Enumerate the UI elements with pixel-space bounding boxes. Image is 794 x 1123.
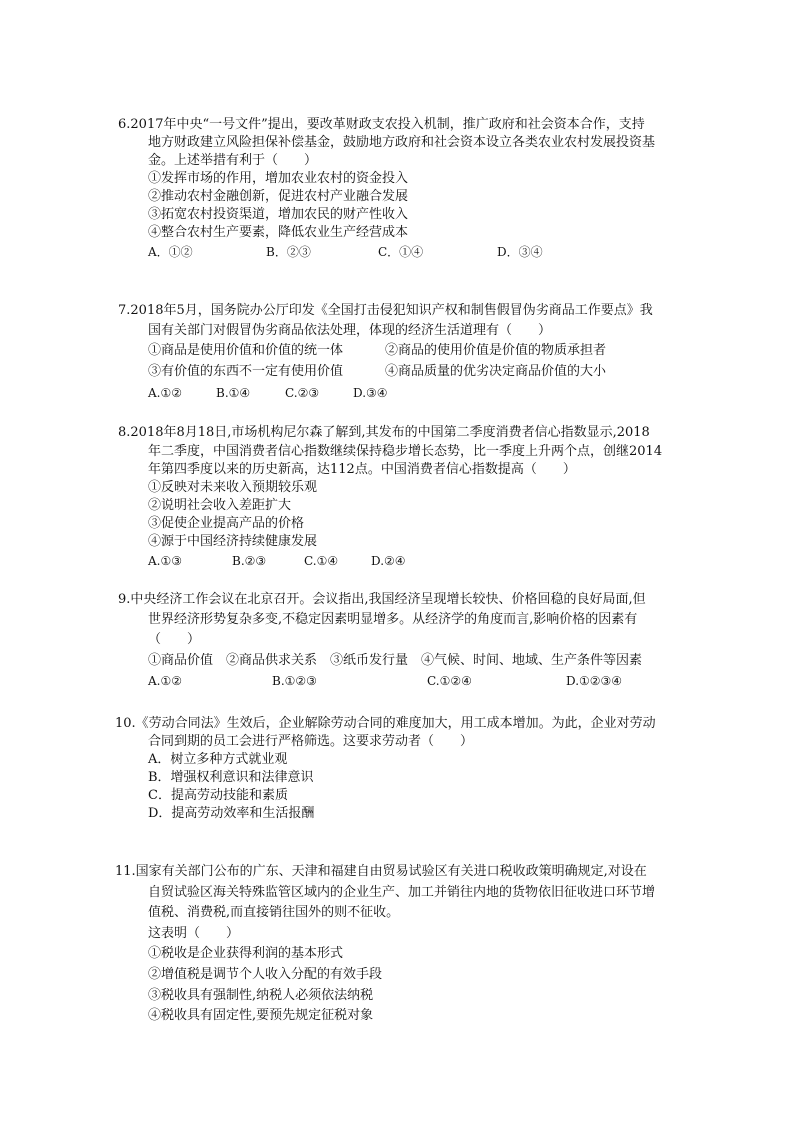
question-10-stem-line-2: 合同到期的员工会进行严格筛选。这要求劳动者（ ）: [148, 734, 474, 749]
question-9-choice-c: C.①②④: [427, 674, 472, 688]
question-8-item-3: ③促使企业提高产品的价格: [148, 516, 305, 531]
question-9-items: ①商品价值 ②商品供求关系 ③纸币发行量 ④气候、时间、地域、生产条件等因素: [148, 653, 643, 668]
question-6-choice-d: D．③④: [497, 245, 543, 259]
question-9-stem-line-3: （ ）: [148, 632, 201, 647]
question-6-choice-b: B．②③: [266, 245, 311, 259]
question-6-item-2: ②推动农村金融创新，促进农村产业融合发展: [148, 189, 409, 204]
question-8-stem-line-1: 8.2018年8月18日,市场机构尼尔森了解到,其发布的中国第二季度消费者信心指数显示,2018: [118, 425, 650, 440]
question-11-item-2: ②增值税是调节个人收入分配的有效手段: [148, 967, 383, 982]
question-7-item-4: ④商品质量的优劣决定商品价值的大小: [385, 364, 607, 379]
question-6-item-3: ③拓宽农村投资渠道，增加农民的财产性收入: [148, 207, 409, 222]
question-7-stem-line-1: 7.2018年5月，国务院办公厅印发《全国打击侵犯知识产权和制售假冒伪劣商品工作要点》我: [118, 303, 653, 318]
question-6-choice-c: C．①④: [378, 245, 424, 259]
question-10-option-d: D．提高劳动效率和生活报酬: [148, 806, 315, 821]
question-10-stem-line-1: 10.《劳动合同法》生效后，企业解除劳动合同的难度加大，用工成本增加。为此，企业对劳动: [115, 716, 656, 731]
question-7-choice-c: C.②③: [285, 386, 320, 400]
question-7-choice-d: D.③④: [353, 386, 388, 400]
question-8-choice-d: D.②④: [371, 554, 406, 568]
question-8-stem-line-2: 年二季度，中国消费者信心指数继续保持稳步增长态势，比一季度上升两个点，创继2014: [148, 444, 663, 459]
question-7-item-1: ①商品是使用价值和价值的统一体: [148, 343, 344, 358]
question-9-choice-d: D.①②③④: [566, 674, 623, 688]
question-7-stem-line-2: 国有关部门对假冒伪劣商品依法处理，体现的经济生活道理有（ ）: [148, 323, 552, 338]
question-7-item-2: ②商品的使用价值是价值的物质承担者: [385, 343, 607, 358]
question-9-stem-line-2: 世界经济形势复杂多变,不稳定因素明显增多。从经济学的角度而言,影响价格的因素有: [148, 612, 638, 627]
question-9-stem-line-1: 9.中央经济工作会议在北京召开。会议指出,我国经济呈现增长较快、价格回稳的良好局面,但: [118, 592, 646, 607]
question-6-item-1: ①发挥市场的作用，增加农业农村的资金投入: [148, 171, 409, 186]
question-6-stem-line-3: 金。上述举措有利于（ ）: [148, 153, 318, 168]
question-11-stem-line-4: 这表明（ ）: [148, 926, 240, 941]
question-9-choice-a: A.①②: [148, 674, 182, 688]
question-11-item-4: ④税收具有固定性,要预先规定征税对象: [148, 1008, 374, 1023]
question-7-choice-a: A.①②: [148, 386, 182, 400]
question-8-stem-line-3: 年第四季度以来的历史新高，达112点。中国消费者信心指数提高（ ）: [148, 462, 576, 477]
question-6-stem-line-2: 地方财政建立风险担保补偿基金，鼓励地方政府和社会资本设立各类农业农村发展投资基: [148, 135, 656, 150]
question-8-item-4: ④源于中国经济持续健康发展: [148, 534, 318, 549]
question-6-choice-a: A．①②: [148, 245, 193, 259]
question-11-stem-line-2: 自贸试验区海关特殊监管区域内的企业生产、加工并销往内地的货物依旧征收进口环节增: [148, 885, 656, 900]
question-11-stem-line-1: 11.国家有关部门公布的广东、天津和福建自由贸易试验区有关进口税收政策明确规定,对设在: [115, 864, 647, 879]
question-11-item-3: ③税收具有强制性,纳税人必须依法纳税: [148, 988, 374, 1003]
question-10-option-c: C．提高劳动技能和素质: [148, 788, 288, 803]
question-10-option-b: B．增强权利意识和法律意识: [148, 770, 314, 785]
question-8-choice-c: C.①④: [304, 554, 339, 568]
question-7-item-3: ③有价值的东西不一定有使用价值: [148, 364, 344, 379]
question-11-stem-line-3: 值税、消费税,而直接销往国外的则不征收。: [148, 905, 400, 920]
question-6-item-4: ④整合农村生产要素，降低农业生产经营成本: [148, 225, 409, 240]
question-8-choice-a: A.①③: [148, 554, 182, 568]
question-6-stem-line-1: 6.2017年中央“一号文件”提出，要改革财政支农投入机制，推广政府和社会资本合作，支持: [118, 117, 645, 132]
question-10-option-a: A．树立多种方式就业观: [148, 752, 288, 767]
question-8-item-1: ①反映对未来收入预期较乐观: [148, 480, 318, 495]
question-8-item-2: ②说明社会收入差距扩大: [148, 498, 292, 513]
question-9-choice-b: B.①②③: [272, 674, 317, 688]
question-11-item-1: ①税收是企业获得利润的基本形式: [148, 946, 344, 961]
question-8-choice-b: B.②③: [232, 554, 267, 568]
question-7-choice-b: B.①④: [216, 386, 251, 400]
